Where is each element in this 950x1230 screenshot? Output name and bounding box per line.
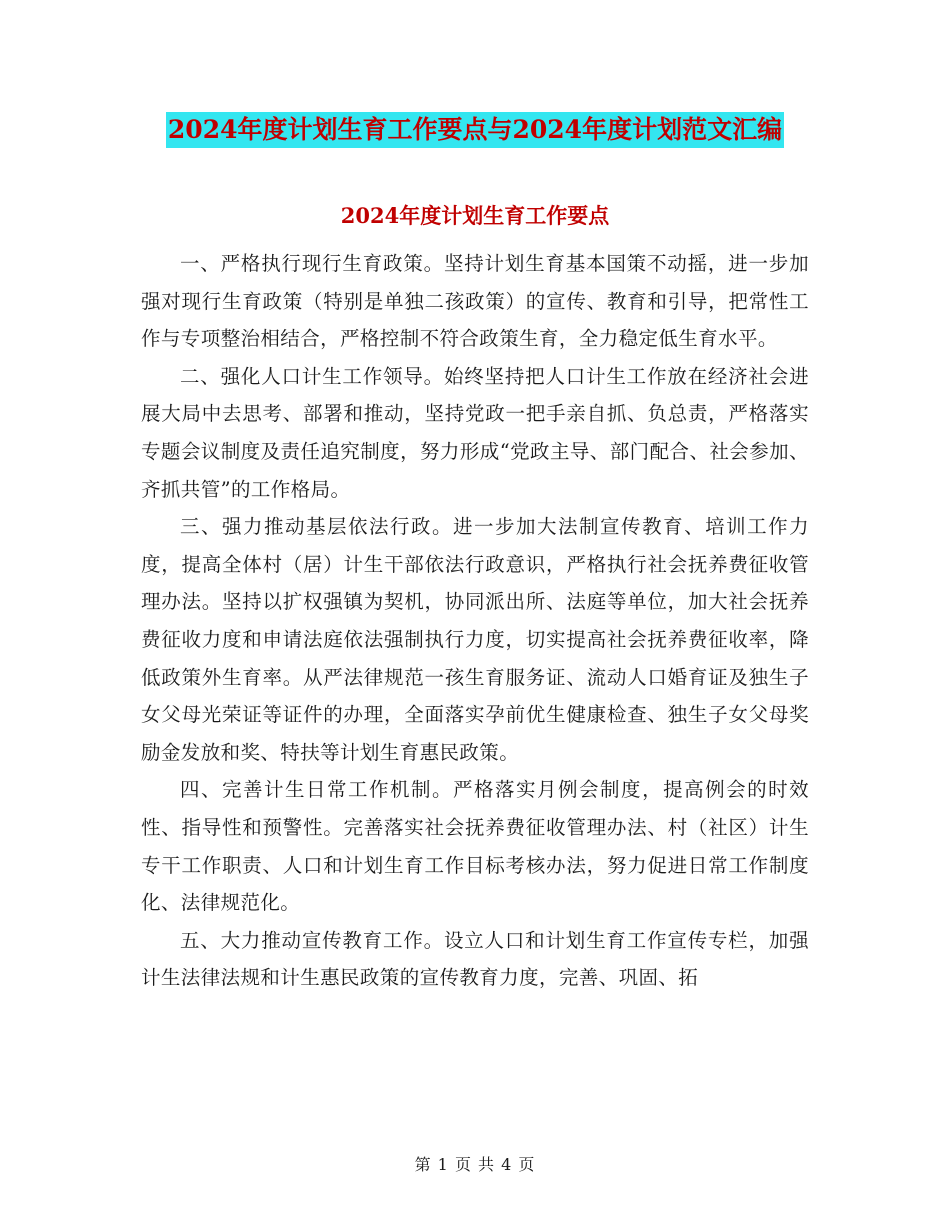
document-title-container: [0, 112, 950, 148]
section-title: 2024年度计划生育工作要点: [340, 203, 610, 228]
paragraph-1: 一、严格执行现行生育政策。坚持计划生育基本国策不动摇，进一步加强对现行生育政策（特别是单独二孩政策）的宣传、教育和引导，把常性工作与专项整治相结合，严格控制不符合政策生育，全力稳定低生育水平。: [141, 252, 809, 351]
paragraph-2: 二、强化人口计生工作领导。始终坚持把人口计生工作放在经济社会进展大局中去思考、部署和推动，坚持党政一把手亲自抓、负总责，严格落实专题会议制度及责任追究制度，努力形成“党政主导、部门配合、社会参加、齐抓共管”的工作格局。: [141, 364, 809, 501]
paragraph-4: 四、完善计生日常工作机制。严格落实月例会制度，提高例会的时效性、指导性和预警性。完善落实社会抚养费征收管理办法、村（社区）计生专干工作职责、人口和计划生育工作目标考核办法，努力促进日常工作制度化、法律规范化。: [141, 778, 809, 915]
page-footer: 第 1 页 共 4 页: [414, 1155, 536, 1174]
paragraph-5: 五、大力推动宣传教育工作。设立人口和计划生育工作宣传专栏，加强计生法律法规和计生惠民政策的宣传教育力度，完善、巩固、拓: [141, 928, 809, 990]
document-body: [141, 245, 809, 997]
paragraph-3: 三、强力推动基层依法行政。进一步加大法制宣传教育、培训工作力度，提高全体村（居）计生干部依法行政意识，严格执行社会抚养费征收管理办法。坚持以扩权强镇为契机，协同派出所、法庭等单位，加大社会抚养费征收力度和申请法庭依法强制执行力度，切实提高社会抚养费征收率，降低政策外生育率。从严法律规范一孩生育服务证、流动人口婚育证及独生子女父母光荣证等证件的办理，全面落实孕前优生健康检查、独生子女父母奖励金发放和奖、特扶等计划生育惠民政策。: [141, 515, 809, 764]
document-title: 2024年度计划生育工作要点与2024年度计划范文汇编: [166, 112, 784, 148]
